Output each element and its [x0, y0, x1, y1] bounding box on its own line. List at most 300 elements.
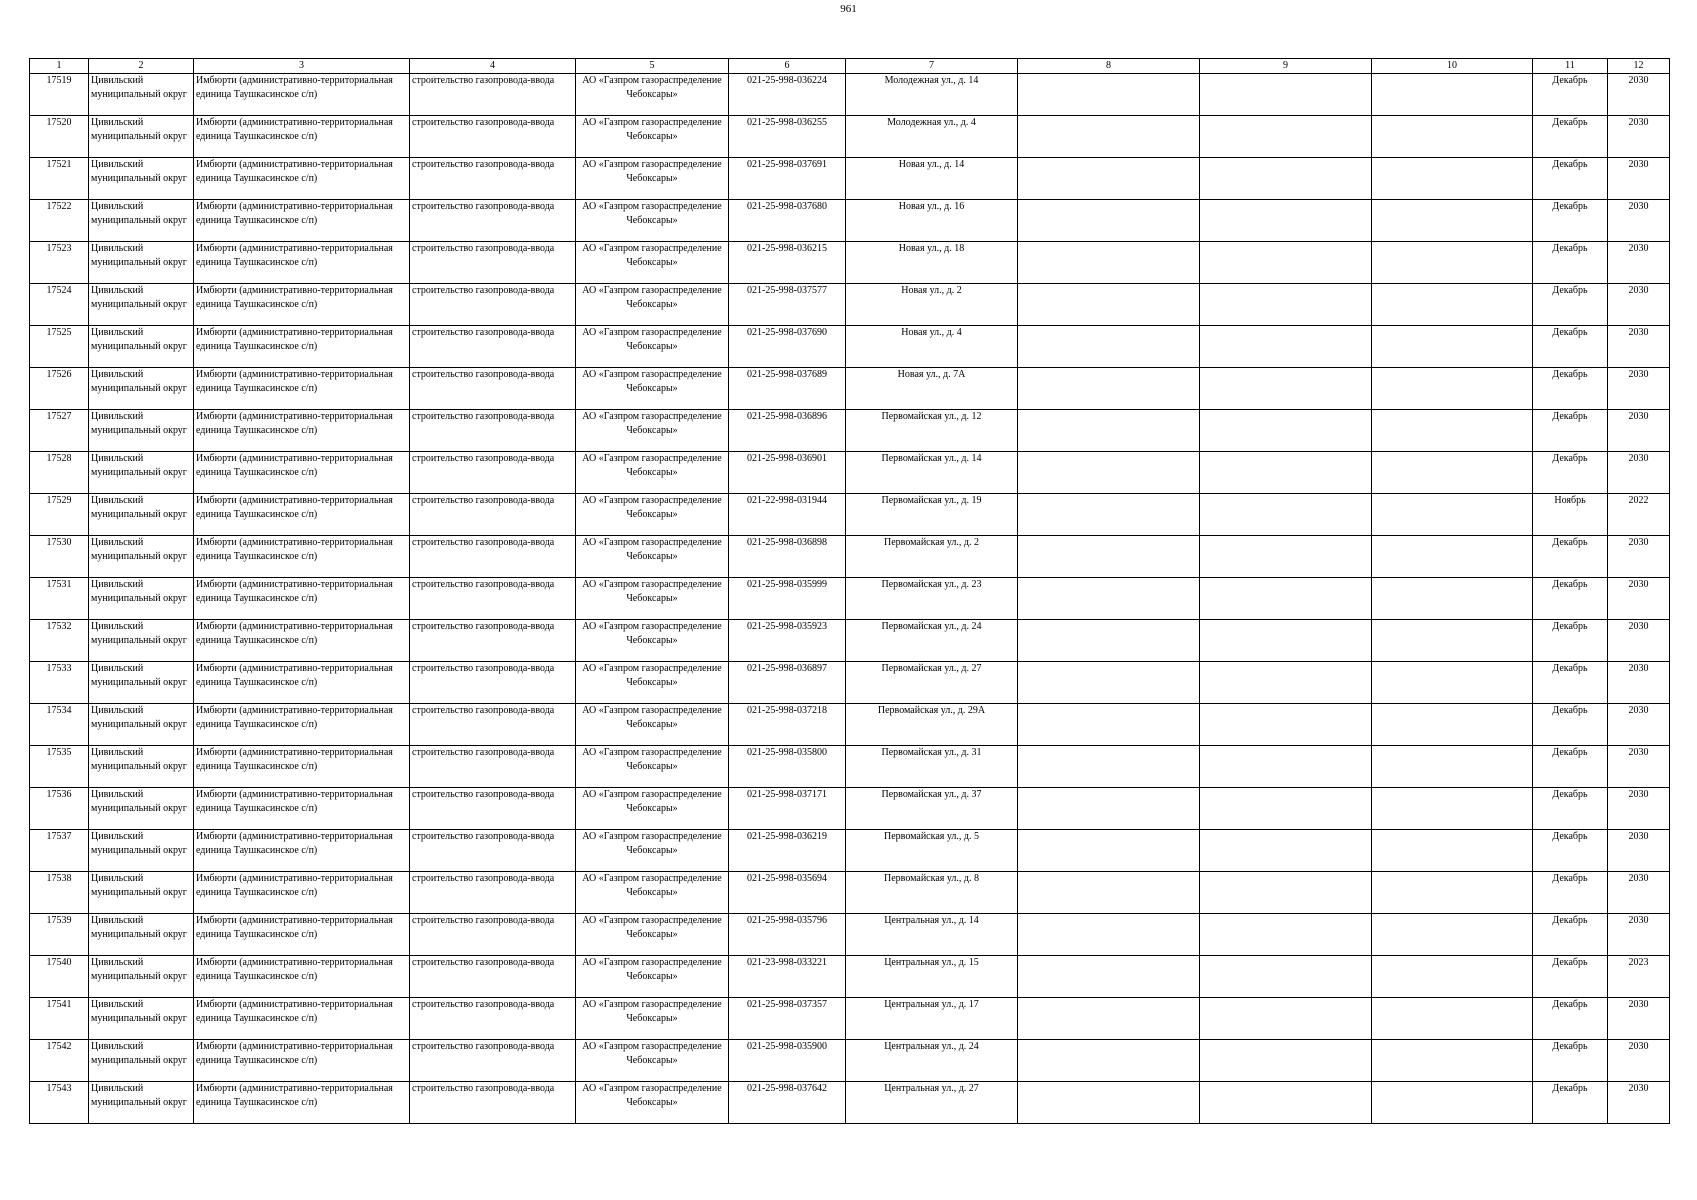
- work-type-cell: [410, 368, 576, 410]
- organization-cell-text: АО «Газпром газораспределение Чебоксары»: [582, 1041, 722, 1066]
- settlement-cell: [194, 662, 410, 704]
- address-cell-text: Первомайская ул., д. 31: [881, 747, 982, 758]
- empty-cell-text: [1374, 746, 1530, 787]
- settlement-cell: [194, 284, 410, 326]
- work-type-cell-text: строительство газопровода-ввода: [412, 369, 555, 380]
- address-cell: [846, 158, 1018, 200]
- table-row: [30, 872, 1670, 914]
- year-cell-text: 2022: [1628, 495, 1649, 506]
- month-cell: [1533, 620, 1608, 662]
- empty-cell-text: [1202, 872, 1369, 913]
- work-type-cell: [410, 914, 576, 956]
- address-cell-text: Первомайская ул., д. 5: [884, 831, 979, 842]
- empty-cell: [1018, 662, 1200, 704]
- settlement-cell: [194, 200, 410, 242]
- row-number-cell-text: 17519: [46, 75, 72, 86]
- empty-cell-text: [1202, 914, 1369, 955]
- year-cell-text: 2030: [1628, 117, 1649, 128]
- empty-cell-text: [1202, 536, 1369, 577]
- year-cell: [1608, 284, 1670, 326]
- row-number-cell: [30, 956, 89, 998]
- month-cell: [1533, 662, 1608, 704]
- organization-cell: [576, 914, 729, 956]
- organization-cell-text: АО «Газпром газораспределение Чебоксары»: [582, 285, 722, 310]
- month-cell: [1533, 452, 1608, 494]
- row-number-cell: [30, 74, 89, 116]
- month-cell-text: Декабрь: [1552, 537, 1588, 548]
- settlement-cell: [194, 452, 410, 494]
- organization-cell: [576, 410, 729, 452]
- empty-cell-text: [1374, 410, 1530, 451]
- empty-cell-text: [1020, 158, 1197, 199]
- organization-cell-text: АО «Газпром газораспределение Чебоксары»: [582, 957, 722, 982]
- table-row: [30, 494, 1670, 536]
- month-cell: [1533, 326, 1608, 368]
- month-cell-text: Декабрь: [1552, 453, 1588, 464]
- empty-cell-text: [1374, 578, 1530, 619]
- year-cell: [1608, 956, 1670, 998]
- empty-cell: [1018, 704, 1200, 746]
- object-code-cell-text: 021-25-998-035694: [747, 873, 827, 884]
- empty-cell: [1018, 746, 1200, 788]
- month-cell-text: Декабрь: [1552, 621, 1588, 632]
- address-cell-text: Центральная ул., д. 24: [884, 1041, 979, 1052]
- settlement-cell-text: Имбюрти (административно-территориальная единица Таушкасинское с/п): [196, 915, 393, 940]
- address-cell: [846, 410, 1018, 452]
- district-cell-text: Цивильский муниципальный округ: [91, 201, 187, 226]
- empty-cell: [1200, 452, 1372, 494]
- empty-cell: [1372, 452, 1533, 494]
- empty-cell-text: [1202, 662, 1369, 703]
- empty-cell: [1200, 74, 1372, 116]
- district-cell: [89, 326, 194, 368]
- settlement-cell: [194, 116, 410, 158]
- district-cell: [89, 704, 194, 746]
- empty-cell-text: [1374, 956, 1530, 997]
- address-cell: [846, 200, 1018, 242]
- organization-cell: [576, 74, 729, 116]
- empty-cell-text: [1020, 536, 1197, 577]
- district-cell-text: Цивильский муниципальный округ: [91, 117, 187, 142]
- object-code-cell-text: 021-25-998-036896: [747, 411, 827, 422]
- row-number-cell-text: 17526: [46, 369, 72, 380]
- year-cell-text: 2030: [1628, 705, 1649, 716]
- object-code-cell: [729, 578, 846, 620]
- month-cell-text: Декабрь: [1552, 705, 1588, 716]
- column-header: 12: [1608, 59, 1670, 74]
- district-cell-text: Цивильский муниципальный округ: [91, 579, 187, 604]
- object-code-cell: [729, 410, 846, 452]
- address-cell: [846, 998, 1018, 1040]
- month-cell: [1533, 536, 1608, 578]
- empty-cell: [1018, 536, 1200, 578]
- district-cell: [89, 74, 194, 116]
- month-cell-text: Декабрь: [1552, 579, 1588, 590]
- row-number-cell: [30, 494, 89, 536]
- empty-cell-text: [1202, 116, 1369, 157]
- settlement-cell-text: Имбюрти (административно-территориальная единица Таушкасинское с/п): [196, 285, 393, 310]
- row-number-cell-text: 17532: [46, 621, 72, 632]
- year-cell-text: 2030: [1628, 201, 1649, 212]
- settlement-cell: [194, 242, 410, 284]
- row-number-cell-text: 17542: [46, 1041, 72, 1052]
- work-type-cell-text: строительство газопровода-ввода: [412, 873, 555, 884]
- settlement-cell-text: Имбюрти (административно-территориальная единица Таушкасинское с/п): [196, 75, 393, 100]
- empty-cell: [1372, 662, 1533, 704]
- year-cell: [1608, 242, 1670, 284]
- empty-cell: [1372, 410, 1533, 452]
- empty-cell-text: [1374, 452, 1530, 493]
- object-code-cell: [729, 914, 846, 956]
- work-type-cell: [410, 1082, 576, 1124]
- object-code-cell-text: 021-22-998-031944: [747, 495, 827, 506]
- address-cell: [846, 746, 1018, 788]
- row-number-cell: [30, 536, 89, 578]
- month-cell-text: Декабрь: [1552, 789, 1588, 800]
- object-code-cell-text: 021-25-998-037642: [747, 1083, 827, 1094]
- empty-cell-text: [1374, 1082, 1530, 1123]
- object-code-cell-text: 021-25-998-035900: [747, 1041, 827, 1052]
- organization-cell-text: АО «Газпром газораспределение Чебоксары»: [582, 1083, 722, 1108]
- district-cell: [89, 242, 194, 284]
- month-cell-text: Декабрь: [1552, 1041, 1588, 1052]
- object-code-cell: [729, 452, 846, 494]
- organization-cell: [576, 998, 729, 1040]
- object-code-cell: [729, 1040, 846, 1082]
- row-number-cell-text: 17539: [46, 915, 72, 926]
- empty-cell: [1372, 158, 1533, 200]
- settlement-cell-text: Имбюрти (административно-территориальная единица Таушкасинское с/п): [196, 747, 393, 772]
- empty-cell-text: [1020, 368, 1197, 409]
- work-type-cell: [410, 74, 576, 116]
- month-cell: [1533, 284, 1608, 326]
- object-code-cell: [729, 746, 846, 788]
- organization-cell-text: АО «Газпром газораспределение Чебоксары»: [582, 621, 722, 646]
- row-number-cell-text: 17541: [46, 999, 72, 1010]
- year-cell: [1608, 200, 1670, 242]
- table-row: [30, 746, 1670, 788]
- settlement-cell-text: Имбюрти (административно-территориальная единица Таушкасинское с/п): [196, 495, 393, 520]
- organization-cell-text: АО «Газпром газораспределение Чебоксары»: [582, 747, 722, 772]
- empty-cell: [1372, 914, 1533, 956]
- year-cell-text: 2030: [1628, 663, 1649, 674]
- organization-cell-text: АО «Газпром газораспределение Чебоксары»: [582, 915, 722, 940]
- work-type-cell: [410, 956, 576, 998]
- object-code-cell: [729, 1082, 846, 1124]
- organization-cell-text: АО «Газпром газораспределение Чебоксары»: [582, 201, 722, 226]
- district-cell: [89, 536, 194, 578]
- empty-cell-text: [1020, 74, 1197, 115]
- row-number-cell: [30, 914, 89, 956]
- settlement-cell-text: Имбюрти (административно-территориальная единица Таушкасинское с/п): [196, 873, 393, 898]
- settlement-cell: [194, 1040, 410, 1082]
- empty-cell: [1372, 1082, 1533, 1124]
- organization-cell-text: АО «Газпром газораспределение Чебоксары»: [582, 369, 722, 394]
- empty-cell-text: [1202, 452, 1369, 493]
- row-number-cell-text: 17543: [46, 1083, 72, 1094]
- row-number-cell-text: 17525: [46, 327, 72, 338]
- month-cell-text: Декабрь: [1552, 999, 1588, 1010]
- row-number-cell: [30, 872, 89, 914]
- table-row: [30, 998, 1670, 1040]
- empty-cell: [1018, 872, 1200, 914]
- row-number-cell: [30, 410, 89, 452]
- organization-cell: [576, 746, 729, 788]
- address-cell-text: Первомайская ул., д. 12: [881, 411, 982, 422]
- settlement-cell: [194, 788, 410, 830]
- object-code-cell: [729, 74, 846, 116]
- district-cell-text: Цивильский муниципальный округ: [91, 621, 187, 646]
- row-number-cell-text: 17534: [46, 705, 72, 716]
- row-number-cell-text: 17522: [46, 201, 72, 212]
- empty-cell: [1372, 536, 1533, 578]
- empty-cell: [1372, 116, 1533, 158]
- empty-cell: [1200, 788, 1372, 830]
- settlement-cell: [194, 914, 410, 956]
- row-number-cell: [30, 746, 89, 788]
- empty-cell-text: [1202, 494, 1369, 535]
- year-cell: [1608, 662, 1670, 704]
- row-number-cell: [30, 998, 89, 1040]
- object-code-cell-text: 021-23-998-033221: [747, 957, 827, 968]
- organization-cell: [576, 830, 729, 872]
- organization-cell-text: АО «Газпром газораспределение Чебоксары»: [582, 999, 722, 1024]
- object-code-cell: [729, 536, 846, 578]
- empty-cell-text: [1374, 368, 1530, 409]
- district-cell-text: Цивильский муниципальный округ: [91, 663, 187, 688]
- empty-cell: [1372, 200, 1533, 242]
- district-cell: [89, 452, 194, 494]
- empty-cell-text: [1374, 704, 1530, 745]
- settlement-cell-text: Имбюрти (административно-территориальная единица Таушкасинское с/п): [196, 411, 393, 436]
- month-cell: [1533, 914, 1608, 956]
- work-type-cell: [410, 200, 576, 242]
- work-type-cell-text: строительство газопровода-ввода: [412, 411, 555, 422]
- year-cell-text: 2030: [1628, 327, 1649, 338]
- column-header: 5: [576, 59, 729, 74]
- address-cell-text: Новая ул., д. 16: [898, 201, 965, 212]
- year-cell-text: 2030: [1628, 537, 1649, 548]
- district-cell: [89, 200, 194, 242]
- district-cell: [89, 872, 194, 914]
- empty-cell-text: [1374, 284, 1530, 325]
- address-cell-text: Первомайская ул., д. 37: [881, 789, 982, 800]
- empty-cell-text: [1020, 788, 1197, 829]
- object-code-cell-text: 021-25-998-035796: [747, 915, 827, 926]
- empty-cell-text: [1020, 956, 1197, 997]
- empty-cell: [1200, 620, 1372, 662]
- table-row: [30, 74, 1670, 116]
- settlement-cell: [194, 872, 410, 914]
- row-number-cell-text: 17537: [46, 831, 72, 842]
- work-type-cell-text: строительство газопровода-ввода: [412, 999, 555, 1010]
- month-cell: [1533, 200, 1608, 242]
- work-type-cell-text: строительство газопровода-ввода: [412, 1083, 555, 1094]
- empty-cell-text: [1020, 662, 1197, 703]
- settlement-cell-text: Имбюрти (административно-территориальная единица Таушкасинское с/п): [196, 789, 393, 814]
- object-code-cell-text: 021-25-998-037171: [747, 789, 827, 800]
- work-type-cell: [410, 1040, 576, 1082]
- empty-cell: [1200, 1040, 1372, 1082]
- work-type-cell-text: строительство газопровода-ввода: [412, 1041, 555, 1052]
- empty-cell-text: [1202, 704, 1369, 745]
- table-row: [30, 620, 1670, 662]
- address-cell: [846, 536, 1018, 578]
- settlement-cell: [194, 1082, 410, 1124]
- month-cell-text: Декабрь: [1552, 747, 1588, 758]
- object-code-cell: [729, 998, 846, 1040]
- empty-cell: [1018, 494, 1200, 536]
- settlement-cell: [194, 410, 410, 452]
- month-cell: [1533, 1082, 1608, 1124]
- organization-cell: [576, 788, 729, 830]
- empty-cell: [1018, 368, 1200, 410]
- empty-cell-text: [1374, 74, 1530, 115]
- organization-cell-text: АО «Газпром газораспределение Чебоксары»: [582, 663, 722, 688]
- year-cell: [1608, 830, 1670, 872]
- row-number-cell-text: 17540: [46, 957, 72, 968]
- table-row: [30, 788, 1670, 830]
- row-number-cell: [30, 326, 89, 368]
- district-cell: [89, 410, 194, 452]
- empty-cell-text: [1374, 662, 1530, 703]
- district-cell-text: Цивильский муниципальный округ: [91, 789, 187, 814]
- settlement-cell: [194, 704, 410, 746]
- settlement-cell: [194, 956, 410, 998]
- column-header: 8: [1018, 59, 1200, 74]
- settlement-cell-text: Имбюрти (административно-территориальная единица Таушкасинское с/п): [196, 831, 393, 856]
- empty-cell-text: [1202, 368, 1369, 409]
- organization-cell: [576, 536, 729, 578]
- organization-cell: [576, 326, 729, 368]
- column-header: 1: [30, 59, 89, 74]
- year-cell: [1608, 158, 1670, 200]
- object-code-cell-text: 021-25-998-035923: [747, 621, 827, 632]
- district-cell: [89, 998, 194, 1040]
- month-cell: [1533, 494, 1608, 536]
- row-number-cell-text: 17521: [46, 159, 72, 170]
- organization-cell-text: АО «Газпром газораспределение Чебоксары»: [582, 579, 722, 604]
- work-type-cell: [410, 578, 576, 620]
- work-type-cell: [410, 704, 576, 746]
- month-cell-text: Декабрь: [1552, 159, 1588, 170]
- organization-cell: [576, 200, 729, 242]
- empty-cell-text: [1202, 200, 1369, 241]
- empty-cell: [1200, 830, 1372, 872]
- month-cell: [1533, 410, 1608, 452]
- empty-cell-text: [1374, 494, 1530, 535]
- object-code-cell-text: 021-25-998-036901: [747, 453, 827, 464]
- work-type-cell-text: строительство газопровода-ввода: [412, 201, 555, 212]
- settlement-cell-text: Имбюрти (административно-территориальная единица Таушкасинское с/п): [196, 579, 393, 604]
- empty-cell: [1018, 410, 1200, 452]
- object-code-cell-text: 021-25-998-037218: [747, 705, 827, 716]
- month-cell: [1533, 116, 1608, 158]
- empty-cell-text: [1020, 1082, 1197, 1123]
- empty-cell: [1018, 1082, 1200, 1124]
- empty-cell: [1018, 116, 1200, 158]
- year-cell-text: 2030: [1628, 1041, 1649, 1052]
- empty-cell-text: [1020, 242, 1197, 283]
- month-cell-text: Ноябрь: [1554, 495, 1586, 506]
- organization-cell-text: АО «Газпром газораспределение Чебоксары»: [582, 537, 722, 562]
- address-cell-text: Первомайская ул., д. 24: [881, 621, 982, 632]
- settlement-cell-text: Имбюрти (административно-территориальная единица Таушкасинское с/п): [196, 1041, 393, 1066]
- address-cell: [846, 74, 1018, 116]
- table-row: [30, 452, 1670, 494]
- empty-cell-text: [1374, 914, 1530, 955]
- column-header: 6: [729, 59, 846, 74]
- row-number-cell-text: 17536: [46, 789, 72, 800]
- empty-cell: [1018, 74, 1200, 116]
- district-cell: [89, 914, 194, 956]
- table-row: [30, 662, 1670, 704]
- year-cell: [1608, 788, 1670, 830]
- month-cell: [1533, 830, 1608, 872]
- empty-cell: [1200, 956, 1372, 998]
- object-code-cell-text: 021-25-998-035999: [747, 579, 827, 590]
- settlement-cell: [194, 368, 410, 410]
- district-cell-text: Цивильский муниципальный округ: [91, 747, 187, 772]
- empty-cell-text: [1202, 830, 1369, 871]
- work-type-cell-text: строительство газопровода-ввода: [412, 75, 555, 86]
- object-code-cell-text: 021-25-998-035800: [747, 747, 827, 758]
- empty-cell: [1200, 158, 1372, 200]
- row-number-cell-text: 17533: [46, 663, 72, 674]
- month-cell: [1533, 998, 1608, 1040]
- address-cell-text: Новая ул., д. 18: [898, 243, 965, 254]
- work-type-cell-text: строительство газопровода-ввода: [412, 789, 555, 800]
- empty-cell-text: [1020, 410, 1197, 451]
- work-type-cell-text: строительство газопровода-ввода: [412, 327, 555, 338]
- settlement-cell: [194, 494, 410, 536]
- empty-cell-text: [1020, 116, 1197, 157]
- table-row: [30, 410, 1670, 452]
- empty-cell-text: [1202, 1040, 1369, 1081]
- object-code-cell-text: 021-25-998-036255: [747, 117, 827, 128]
- work-type-cell: [410, 998, 576, 1040]
- work-type-cell-text: строительство газопровода-ввода: [412, 831, 555, 842]
- table-row: [30, 914, 1670, 956]
- table-row: [30, 956, 1670, 998]
- object-code-cell: [729, 326, 846, 368]
- empty-cell: [1018, 284, 1200, 326]
- object-code-cell: [729, 494, 846, 536]
- table-row: [30, 578, 1670, 620]
- empty-cell: [1018, 452, 1200, 494]
- organization-cell-text: АО «Газпром газораспределение Чебоксары»: [582, 873, 722, 898]
- row-number-cell: [30, 1040, 89, 1082]
- district-cell: [89, 956, 194, 998]
- year-cell: [1608, 494, 1670, 536]
- address-cell: [846, 788, 1018, 830]
- row-number-cell: [30, 284, 89, 326]
- work-type-cell: [410, 158, 576, 200]
- district-cell: [89, 284, 194, 326]
- year-cell-text: 2030: [1628, 873, 1649, 884]
- month-cell-text: Декабрь: [1552, 369, 1588, 380]
- settlement-cell-text: Имбюрти (административно-территориальная единица Таушкасинское с/п): [196, 201, 393, 226]
- empty-cell-text: [1374, 200, 1530, 241]
- address-cell-text: Первомайская ул., д. 27: [881, 663, 982, 674]
- district-cell: [89, 116, 194, 158]
- empty-cell-text: [1202, 578, 1369, 619]
- empty-cell: [1200, 914, 1372, 956]
- organization-cell: [576, 1040, 729, 1082]
- district-cell-text: Цивильский муниципальный округ: [91, 327, 187, 352]
- column-header: 10: [1372, 59, 1533, 74]
- empty-cell: [1200, 410, 1372, 452]
